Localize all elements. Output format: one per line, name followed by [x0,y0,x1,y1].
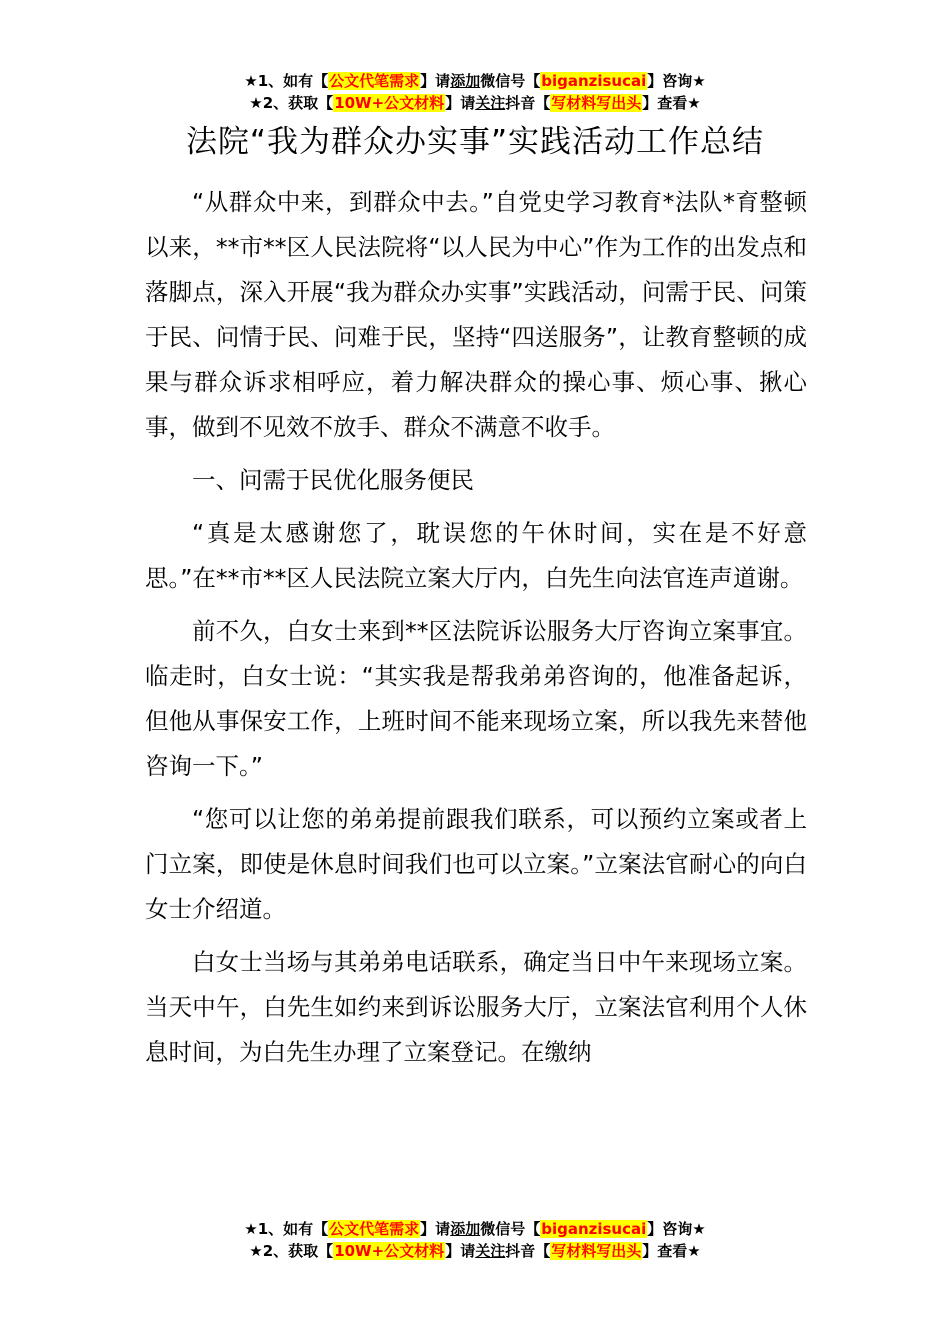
banner-text: 】请 [420,72,451,90]
banner-text: 】请 [445,1242,476,1260]
banner-highlight: 10W+公文材料 [334,94,445,112]
banner-text: 微信号【 [480,72,541,90]
banner-text: 】咨询★ [647,1220,706,1238]
banner-text: ★1、如有【 [244,1220,329,1238]
paragraph: 前不久，白女士来到**区法院诉讼服务大厅咨询立案事宜。临走时，白女士说：“其实我是帮我弟弟咨询的，他准备起诉，但他从事保安工作，上班时间不能来现场立案，所以我先来替他咨询一下。” [145,617,807,780]
paragraph: “从群众中来，到群众中去。”自党史学习教育*法队*育整顿以来，**市**区人民法院将“以人民为中心”作为工作的出发点和落脚点，深入开展“我为群众办实事”实践活动，问需于民、问策于民、问情于民、问难于民，坚持“四送服务”，让教育整顿的成果与群众诉求相呼应，着力解决群众的操心事、烦心事、揪心事，做到不见效不放手、群众不满意不收手。 [145,188,807,441]
banner-text: ★2、获取【 [249,1242,334,1260]
section-heading: 一、问需于民优化服务便民 [192,466,474,494]
banner-text: 抖音【 [505,1242,551,1260]
paragraph: “真是太感谢您了，耽误您的午休时间，实在是不好意思。”在**市**区人民法院立案大厅内，白先生向法官连声道谢。 [145,519,807,592]
banner-highlight: 10W+公文材料 [334,1242,445,1260]
footer-banner [0,1218,950,1262]
banner-line-1 [0,70,950,92]
banner-text: ★1、如有【 [244,72,329,90]
document-body [145,180,807,1083]
banner-text: ★2、获取【 [249,94,334,112]
document-title: 法院“我为群众办实事”实践活动工作总结 [185,124,765,160]
banner-highlight: 公文代笔需求 [329,1220,420,1238]
banner-line-2 [0,1240,950,1262]
paragraph: 白女士当场与其弟弟电话联系，确定当日中午来现场立案。当天中午，白先生如约来到诉讼服务大厅，立案法官利用个人休息时间，为白先生办理了立案登记。在缴纳 [145,948,807,1066]
banner-text: 抖音【 [505,94,551,112]
banner-line-1 [0,1218,950,1240]
banner-wechat-id: biganzisucai [541,72,647,90]
banner-line-2 [0,92,950,114]
banner-highlight: 写材料写出头 [551,1242,642,1260]
banner-emphasis: 添加 [450,1220,481,1238]
header-banner [0,70,950,114]
paragraph: “您可以让您的弟弟提前跟我们联系，可以预约立案或者上门立案，即使是休息时间我们也可以立案。”立案法官耐心的向白女士介绍道。 [145,805,807,923]
banner-text: 】请 [420,1220,451,1238]
banner-text: 】查看★ [642,94,701,112]
banner-emphasis: 关注 [475,94,506,112]
banner-wechat-id: biganzisucai [541,1220,647,1238]
banner-text: 】查看★ [642,1242,701,1260]
banner-emphasis: 添加 [450,72,481,90]
banner-highlight: 公文代笔需求 [329,72,420,90]
banner-text: 微信号【 [480,1220,541,1238]
banner-emphasis: 关注 [475,1242,506,1260]
banner-highlight: 写材料写出头 [551,94,642,112]
banner-text: 】咨询★ [647,72,706,90]
banner-text: 】请 [445,94,476,112]
